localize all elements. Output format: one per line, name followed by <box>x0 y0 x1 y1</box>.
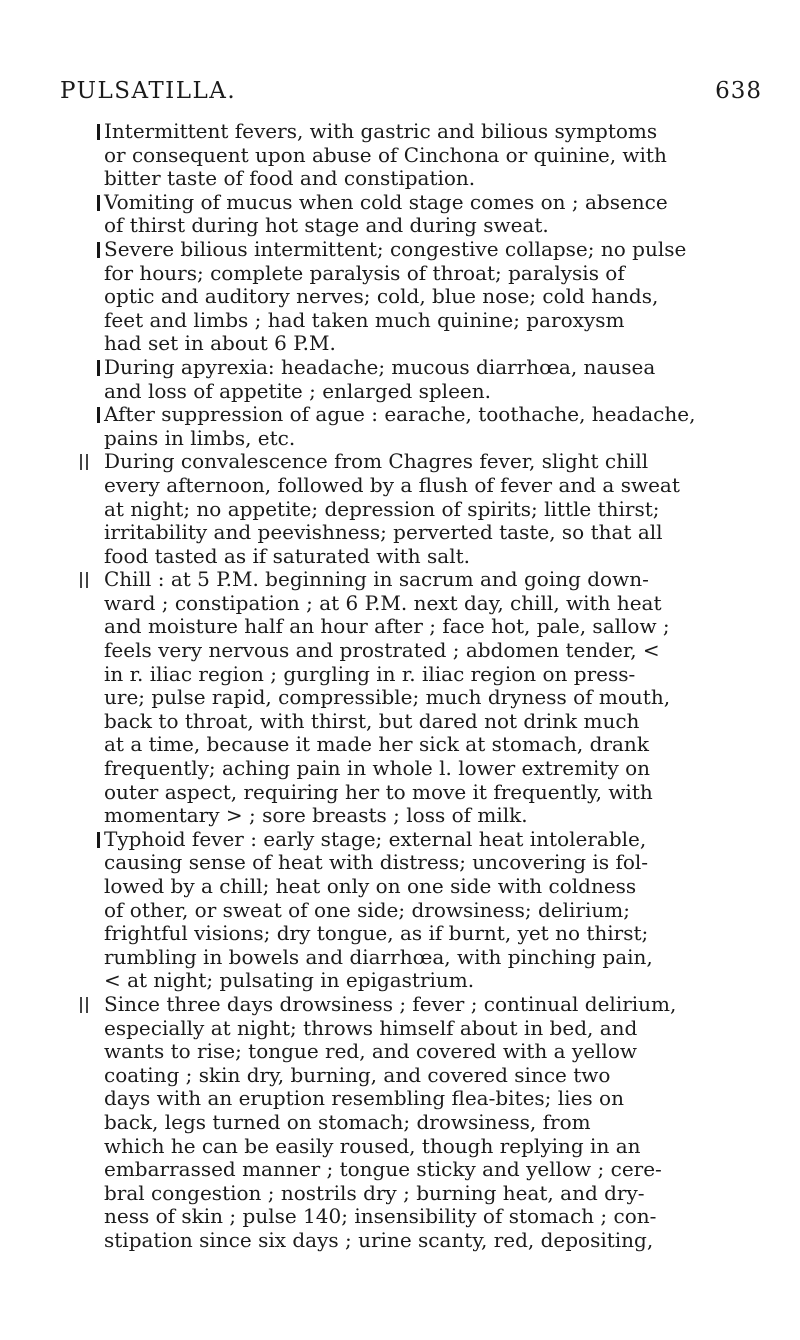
text-line: frightful visions; dry tongue, as if burnt, yet no thirst; <box>104 921 649 946</box>
page-header <box>60 78 762 114</box>
text-line: at night; no appetite; depression of spirits; little thirst; <box>104 496 660 521</box>
text-line: After suppression of ague : earache, toothache, headache, <box>104 402 696 427</box>
marker-bar <box>86 997 88 1013</box>
text-line: stipation since six days ; urine scanty, red, depositing, <box>104 1227 654 1252</box>
text-line: Intermittent fevers, with gastric and bilious symptoms <box>104 119 658 143</box>
text-line: Severe bilious intermittent; congestive collapse; no pulse <box>104 236 687 261</box>
marker-bar <box>97 407 100 423</box>
entry-lines <box>104 191 770 238</box>
entry-lines <box>104 568 770 828</box>
symptom-entry <box>80 120 770 191</box>
marker-bar <box>97 242 100 258</box>
text-line: ness of skin ; pulse 140; insensibility of stomach ; con- <box>104 1204 657 1229</box>
text-line: coating ; skin dry, burning, and covered since two <box>104 1062 611 1087</box>
text-line: food tasted as if saturated with salt. <box>104 543 470 568</box>
marker-bar <box>97 360 100 376</box>
text-line: feels very nervous and prostrated ; abdomen tender, < <box>104 638 660 663</box>
text-line: and loss of appetite ; enlarged spleen. <box>104 378 491 403</box>
text-line: momentary > ; sore breasts ; loss of milk. <box>104 803 528 828</box>
symptom-entry <box>80 828 770 993</box>
single-bar-marker <box>80 832 100 850</box>
symptom-entry <box>80 356 770 403</box>
text-line: of other, or sweat of one side; drowsiness; delirium; <box>104 897 630 922</box>
text-line: embarrassed manner ; tongue sticky and yellow ; cere- <box>104 1157 662 1182</box>
symptom-entry <box>80 450 770 568</box>
text-line: or consequent upon abuse of Cinchona or quinine, with <box>104 142 667 167</box>
marker-bar <box>80 572 82 588</box>
text-line: lowed by a chill; heat only on one side with coldness <box>104 874 637 898</box>
text-line: Vomiting of mucus when cold stage comes on ; absence <box>104 189 668 214</box>
text-line: every afternoon, followed by a flush of fever and a sweat <box>104 472 680 497</box>
page-number: 638 <box>715 78 762 104</box>
running-title: PULSATILLA. <box>60 78 237 104</box>
single-bar-marker <box>80 242 100 260</box>
text-line: pains in limbs, etc. <box>104 425 296 450</box>
entry-lines <box>104 450 770 568</box>
text-line: had set in about 6 P.M. <box>104 331 336 356</box>
text-line: of thirst during hot stage and during sweat. <box>104 213 549 238</box>
text-line: back to throat, with thirst, but dared not drink much <box>104 708 640 733</box>
entry-lines <box>104 403 770 450</box>
marker-bar <box>97 124 100 140</box>
text-line: and moisture half an hour after ; face hot, pale, sallow ; <box>104 614 670 639</box>
text-line: causing sense of heat with distress; uncovering is fol- <box>104 850 649 875</box>
body-text <box>80 120 770 1253</box>
entry-lines <box>104 238 770 356</box>
text-line: Since three days drowsiness ; fever ; continual delirium, <box>104 991 677 1016</box>
text-line: irritability and peevishness; perverted taste, so that all <box>104 520 663 545</box>
text-line: wants to rise; tongue red, and covered with a yellow <box>104 1039 637 1064</box>
text-line: ward ; constipation ; at 6 P.M. next day, chill, with heat <box>104 590 662 615</box>
symptom-entry <box>80 238 770 356</box>
single-bar-marker <box>80 124 100 142</box>
text-line: back, legs turned on stomach; drowsiness, from <box>104 1109 591 1134</box>
marker-bar <box>97 832 100 848</box>
text-line: bral congestion ; nostrils dry ; burning heat, and dry- <box>104 1180 645 1205</box>
entry-lines <box>104 356 770 403</box>
text-line: < at night; pulsating in epigastrium. <box>104 968 475 993</box>
text-line: During convalescence from Chagres fever, slight chill <box>104 449 649 474</box>
double-bar-marker <box>80 997 100 1015</box>
text-line: ure; pulse rapid, compressible; much dryness of mouth, <box>104 685 671 710</box>
text-line: bitter taste of food and constipation. <box>104 166 476 191</box>
symptom-entry <box>80 993 770 1253</box>
text-line: in r. iliac region ; gurgling in r. iliac region on press- <box>104 661 636 686</box>
symptom-entry <box>80 191 770 238</box>
text-line: outer aspect, requiring her to move it frequently, with <box>104 779 653 804</box>
text-line: During apyrexia: headache; mucous diarrhœa, nausea <box>104 354 656 379</box>
double-bar-marker <box>80 572 100 590</box>
entry-lines <box>104 993 770 1253</box>
single-bar-marker <box>80 360 100 378</box>
text-line: rumbling in bowels and diarrhœa, with pinching pain, <box>104 944 653 969</box>
text-line: feet and limbs ; had taken much quinine; paroxysm <box>104 307 625 332</box>
double-bar-marker <box>80 454 100 472</box>
marker-bar <box>86 454 88 470</box>
symptom-entry <box>80 568 770 828</box>
text-line: which he can be easily roused, though replying in an <box>104 1133 641 1158</box>
entry-lines <box>104 120 770 191</box>
text-line: optic and auditory nerves; cold, blue nose; cold hands, <box>104 284 659 309</box>
marker-bar <box>86 572 88 588</box>
text-line: Chill : at 5 P.M. beginning in sacrum and going down- <box>104 567 649 592</box>
text-line: for hours; complete paralysis of throat; paralysis of <box>104 260 625 285</box>
text-line: at a time, because it made her sick at stomach, drank <box>104 732 649 757</box>
marker-bar <box>80 997 82 1013</box>
marker-bar <box>97 195 100 211</box>
marker-bar <box>80 454 82 470</box>
entry-lines <box>104 828 770 993</box>
symptom-entry <box>80 403 770 450</box>
single-bar-marker <box>80 407 100 425</box>
text-line: Typhoid fever : early stage; external heat intolerable, <box>104 826 647 851</box>
single-bar-marker <box>80 195 100 213</box>
text-line: days with an eruption resembling flea-bites; lies on <box>104 1086 624 1111</box>
text-line: frequently; aching pain in whole l. lower extremity on <box>104 756 651 781</box>
text-line: especially at night; throws himself about in bed, and <box>104 1015 638 1040</box>
